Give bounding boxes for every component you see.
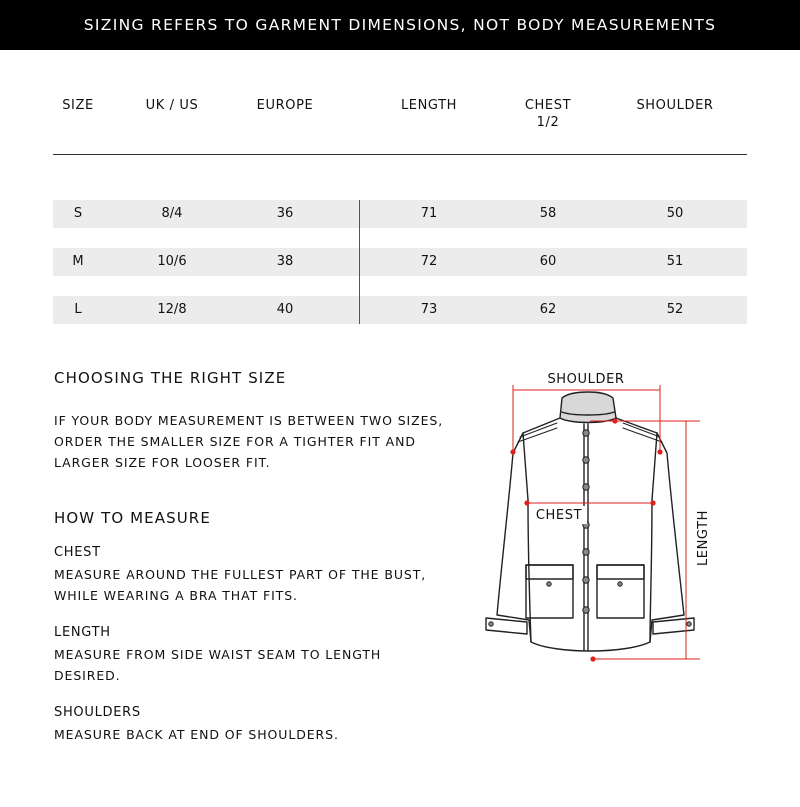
cell-size: S [73, 206, 83, 221]
cell-europe: 38 [276, 254, 294, 269]
banner-text: SIZING REFERS TO GARMENT DIMENSIONS, NOT BODY MEASUREMENTS [83, 16, 717, 34]
length-text: MEASURE FROM SIDE WAIST SEAM TO LENGTH [54, 647, 382, 662]
button-dots [489, 430, 691, 626]
header-length: LENGTH [400, 98, 458, 113]
cell-length: 71 [420, 206, 438, 221]
cell-uk-us: 12/8 [157, 302, 187, 317]
cell-uk-us: 10/6 [157, 254, 187, 269]
chest-measure-label: CHEST [535, 508, 583, 523]
cell-shoulder: 50 [666, 206, 684, 221]
header-chest: CHEST 1/2 [524, 98, 572, 130]
cell-europe: 36 [276, 206, 294, 221]
cell-length: 72 [420, 254, 438, 269]
how-title: HOW TO MEASURE [54, 509, 211, 527]
choosing-title: CHOOSING THE RIGHT SIZE [54, 369, 287, 387]
cell-size: L [74, 302, 82, 317]
length-measure-label: LENGTH [696, 509, 711, 567]
cell-size: M [72, 254, 84, 269]
cell-uk-us: 8/4 [161, 206, 183, 221]
header-shoulder: SHOULDER [636, 98, 714, 113]
choosing-line: IF YOUR BODY MEASUREMENT IS BETWEEN TWO SIZES, [54, 413, 444, 428]
length-text: DESIRED. [54, 668, 121, 683]
choosing-line: LARGER SIZE FOR LOOSER FIT. [54, 455, 271, 470]
cell-chest: 58 [539, 206, 557, 221]
cell-chest: 62 [539, 302, 557, 317]
cell-shoulder: 52 [666, 302, 684, 317]
measure-points [510, 418, 662, 661]
chest-text: WHILE WEARING A BRA THAT FITS. [54, 588, 298, 603]
header-europe: EUROPE [256, 98, 314, 113]
cell-length: 73 [420, 302, 438, 317]
shoulders-label: SHOULDERS [54, 705, 141, 720]
cell-shoulder: 51 [666, 254, 684, 269]
header-uk-us: UK / US [145, 98, 199, 113]
jacket-outline [486, 392, 694, 651]
choosing-line: ORDER THE SMALLER SIZE FOR A TIGHTER FIT AND [54, 434, 416, 449]
chest-label: CHEST [54, 545, 101, 560]
cell-europe: 40 [276, 302, 294, 317]
shoulder-measure-label: SHOULDER [547, 372, 625, 387]
cell-chest: 60 [539, 254, 557, 269]
chest-text: MEASURE AROUND THE FULLEST PART OF THE BUST, [54, 567, 427, 582]
shoulders-text: MEASURE BACK AT END OF SHOULDERS. [54, 727, 339, 742]
length-label: LENGTH [54, 625, 111, 640]
header-size: SIZE [62, 98, 94, 113]
